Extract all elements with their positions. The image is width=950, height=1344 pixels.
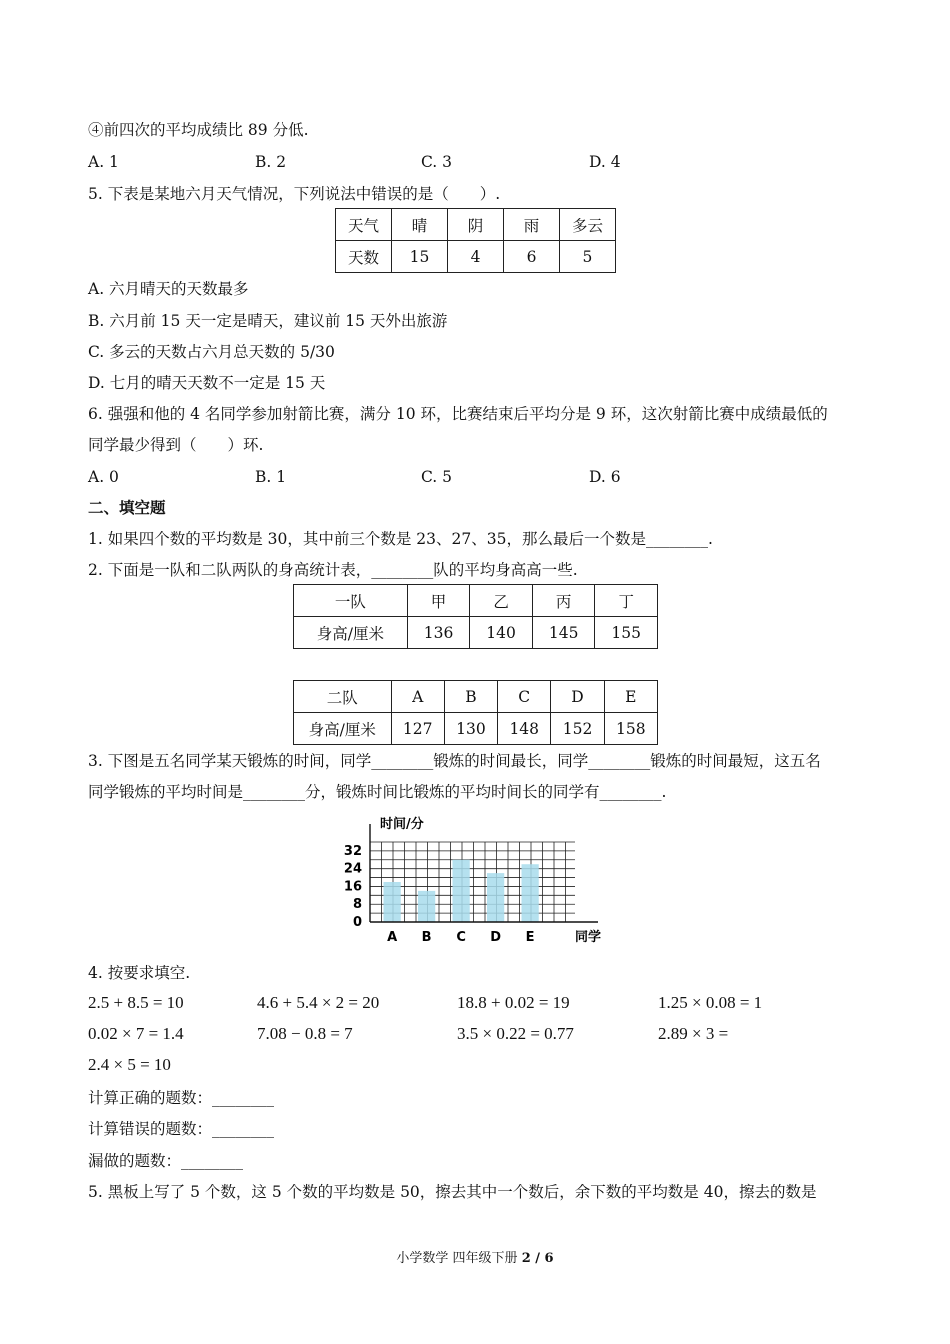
fill-q4-missed-count: 漏做的题数：________ xyxy=(88,1152,244,1170)
fill-q4-correct-count: 计算正确的题数：________ xyxy=(88,1089,275,1107)
weather-header-cell: 雨 xyxy=(504,209,560,241)
x-axis-title: 同学 xyxy=(575,930,602,945)
q4-option-d: D. 4 xyxy=(589,153,621,171)
x-tick-label: B xyxy=(421,930,432,945)
weather-cell: 4 xyxy=(448,241,504,273)
x-tick-label: D xyxy=(490,930,502,945)
fill-q5: 5. 黑板上写了 5 个数，这 5 个数的平均数是 50，擦去其中一个数后，余下数的平均数是 40，擦去的数是 xyxy=(88,1183,817,1201)
x-tick-label: C xyxy=(456,930,466,945)
team2-cell: 152 xyxy=(551,713,604,745)
q5-option-d: D. 七月的晴天天数不一定是 15 天 xyxy=(88,374,326,392)
team1-header-cell: 乙 xyxy=(470,585,533,617)
team1-height-table xyxy=(293,584,658,649)
bar xyxy=(487,873,504,922)
fill-q1: 1. 如果四个数的平均数是 30，其中前三个数是 23、27、35，那么最后一个数是________. xyxy=(88,530,713,548)
equation: 0.02 × 7 = 1.4 xyxy=(88,1024,184,1043)
weather-cell: 6 xyxy=(504,241,560,273)
equation: 2.4 × 5 = 10 xyxy=(88,1055,171,1074)
weather-cell: 15 xyxy=(391,241,447,273)
q4-option-c: C. 3 xyxy=(421,153,453,171)
q4-option-a: A. 1 xyxy=(88,153,119,171)
team2-cell: 148 xyxy=(498,713,551,745)
team1-header-cell: 丁 xyxy=(595,585,658,617)
team2-cell: 130 xyxy=(444,713,497,745)
weather-cell: 5 xyxy=(559,241,615,273)
fill-q3-line1: 3. 下图是五名同学某天锻炼的时间，同学________锻炼的时间最长，同学________锻炼的时间最短，这五名 xyxy=(88,752,821,770)
team2-header-cell: A xyxy=(391,681,444,713)
bar xyxy=(418,891,435,922)
team1-header-cell: 丙 xyxy=(532,585,595,617)
team2-header-cell: D xyxy=(551,681,604,713)
team2-cell: 158 xyxy=(604,713,657,745)
equation: 1.25 × 0.08 = 1 xyxy=(658,993,763,1012)
team1-cell: 136 xyxy=(407,617,470,649)
q5-stem: 5. 下表是某地六月天气情况，下列说法中错误的是（ ）. xyxy=(88,185,501,203)
q5-option-b: B. 六月前 15 天一定是晴天，建议前 15 天外出旅游 xyxy=(88,312,448,330)
team2-header-cell: B xyxy=(444,681,497,713)
team2-cell: 127 xyxy=(391,713,444,745)
section-title-fill-in: 二、填空题 xyxy=(88,499,166,517)
fill-q2: 2. 下面是一队和二队两队的身高统计表，________队的平均身高高一些. xyxy=(88,561,578,579)
weather-table xyxy=(335,208,616,273)
team1-cell: 140 xyxy=(470,617,533,649)
weather-cell: 天数 xyxy=(336,241,392,273)
weather-header-cell: 多云 xyxy=(559,209,615,241)
y-tick-label: 8 xyxy=(352,897,362,913)
bar xyxy=(384,882,401,922)
equation: 2.89 × 3 = xyxy=(658,1024,729,1043)
weather-header-cell: 天气 xyxy=(336,209,392,241)
equation: 7.08 − 0.8 = 7 xyxy=(257,1024,353,1043)
q4-option-b: B. 2 xyxy=(255,153,287,171)
page-number: 2 / 6 xyxy=(521,1251,554,1266)
x-tick-label: A xyxy=(387,930,398,945)
bar xyxy=(522,864,539,922)
exercise-time-bar-chart xyxy=(330,810,620,950)
q6-option-b: B. 1 xyxy=(255,468,287,486)
team1-header-cell: 一队 xyxy=(294,585,408,617)
weather-header-cell: 阴 xyxy=(448,209,504,241)
team2-cell: 身高/厘米 xyxy=(294,713,392,745)
team2-height-table xyxy=(293,680,658,745)
team1-cell: 145 xyxy=(532,617,595,649)
y-tick-label: 32 xyxy=(343,843,362,859)
page-footer xyxy=(0,1247,950,1266)
team1-cell: 身高/厘米 xyxy=(294,617,408,649)
y-axis-title: 时间/分 xyxy=(380,817,424,832)
fill-q3-line2: 同学锻炼的平均时间是________分，锻炼时间比锻炼的平均时间长的同学有________. xyxy=(88,783,667,801)
team2-header-cell: 二队 xyxy=(294,681,392,713)
q6-option-a: A. 0 xyxy=(88,468,119,486)
q5-option-c: C. 多云的天数占六月总天数的 5/30 xyxy=(88,343,335,361)
equation: 18.8 + 0.02 = 19 xyxy=(457,993,570,1012)
q6-option-d: D. 6 xyxy=(589,468,621,486)
y-tick-label: 0 xyxy=(352,915,362,930)
y-tick-label: 16 xyxy=(343,879,362,895)
equation: 4.6 + 5.4 × 2 = 20 xyxy=(257,993,380,1012)
footer-text: 小学数学 四年级下册 xyxy=(396,1251,522,1266)
y-tick-label: 24 xyxy=(343,861,362,877)
team1-cell: 155 xyxy=(595,617,658,649)
equation: 3.5 × 0.22 = 0.77 xyxy=(457,1024,574,1043)
q6-stem-line1: 6. 强强和他的 4 名同学参加射箭比赛，满分 10 环，比赛结束后平均分是 9 环，这次射箭比赛中成绩最低的 xyxy=(88,405,828,423)
fill-q4-wrong-count: 计算错误的题数：________ xyxy=(88,1120,275,1138)
q6-stem-line2: 同学最少得到（ ）环. xyxy=(88,436,264,454)
team2-header-cell: C xyxy=(498,681,551,713)
fill-q4-title: 4. 按要求填空. xyxy=(88,964,191,982)
q6-option-c: C. 5 xyxy=(421,468,453,486)
x-tick-label: E xyxy=(525,930,535,945)
q5-option-a: A. 六月晴天的天数最多 xyxy=(88,280,249,298)
weather-header-cell: 晴 xyxy=(391,209,447,241)
q4-item-4: ④前四次的平均成绩比 89 分低. xyxy=(88,121,309,139)
bar xyxy=(453,860,470,922)
team2-header-cell: E xyxy=(604,681,657,713)
equation: 2.5 + 8.5 = 10 xyxy=(88,993,184,1012)
team1-header-cell: 甲 xyxy=(407,585,470,617)
